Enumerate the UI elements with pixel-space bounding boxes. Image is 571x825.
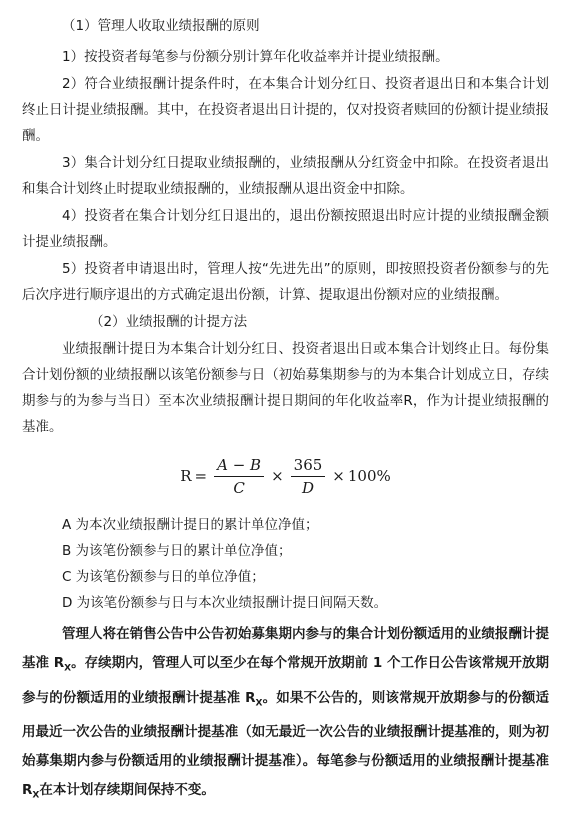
return-rate-formula [22,446,549,506]
rule-item-4: 4）投资者在集合计划分红日退出的，退出份额按照退出时应计提的业绩报酬金额计提业绩报酬。 [22,208,549,250]
rule-item-3: 3）集合计划分红日提取业绩报酬的，业绩报酬从分红资金中扣除。在投资者退出和集合计划终止时提取业绩报酬的，业绩报酬从退出资金中扣除。 [22,155,549,197]
benchmark-paragraph [22,620,549,811]
fraction-1-denominator: C [233,478,245,497]
benchmark-sub-3: X [32,791,40,802]
rule-item-2: 2）符合业绩报酬计提条件时，在本集合计划分红日、投资者退出日和本集合计划终止日计提业绩报酬。其中，在投资者退出日计提的，仅对投资者赎回的份额计提业绩报酬。 [22,76,549,144]
benchmark-text-4: 在本计划存续期间保持不变。 [39,782,215,799]
benchmark-text-2: 。存续期内，管理人可以至少在每个常规开放期前 1 个工作日公告该常规开放期参与的份额适用的业绩报酬计提基准 R [22,655,549,706]
benchmark-sub-2: X [255,698,263,709]
fraction-2-denominator: D [301,478,314,497]
formula-fraction-1 [214,456,264,497]
formula-times-1: × [271,467,284,485]
fraction-2-numerator: 365 [291,456,326,477]
rule-item-5: 5）投资者申请退出时，管理人按“先进先出”的原则，即按照投资者份额参与的先后次序进行顺序退出的方式确定退出份额，计算、提取退出份额对应的业绩报酬。 [22,261,549,303]
formula-fraction-2 [291,456,326,497]
formula-lhs: R [180,467,192,485]
definition-d: D 为该笔份额参与日与本次业绩报酬计提日间隔天数。 [62,595,388,611]
formula-percent: 100% [347,467,391,485]
method-paragraph: 业绩报酬计提日为本集合计划分红日、投资者退出日或本集合计划终止日。每份集合计划份额的业绩报酬以该笔份额参与日（初始募集期参与的为本集合计划成立日，存续期参与的为参与当日）至本次业绩报酬计提日期间的年化收益率R，作为计提业绩报酬的基准。 [22,341,549,435]
definition-b: B 为该笔份额参与日的累计单位净值； [62,543,292,559]
section2-heading: （2）业绩报酬的计提方法 [90,314,248,330]
rule-item-1: 1）按投资者每笔参与份额分别计算年化收益率并计提业绩报酬。 [62,49,449,65]
benchmark-sub-1: X [64,663,72,674]
formula-times-2: × [332,467,345,485]
fraction-1-numerator: A − B [214,456,264,477]
definition-c: C 为该笔份额参与日的单位净值； [62,569,265,585]
benchmark-text-1: 管理人将在销售公告中公告初始募集期内参与的集合计划份额适用的业绩报酬计提基准 R [22,626,549,671]
section1-heading: （1）管理人收取业绩报酬的原则 [62,18,260,34]
definition-a: A 为本次业绩报酬计提日的累计单位净值； [62,517,319,533]
formula-equals: = [194,467,208,485]
benchmark-text-3: 。如果不公告的，则该常规开放期参与的份额适用最近一次公告的业绩报酬计提基准（如无最近一次公告的业绩报酬计提基准的，则为初始募集期内参与份额适用的业绩报酬计提基准）。每笔参与份额适用的业绩报酬计提基准 R [22,689,549,799]
